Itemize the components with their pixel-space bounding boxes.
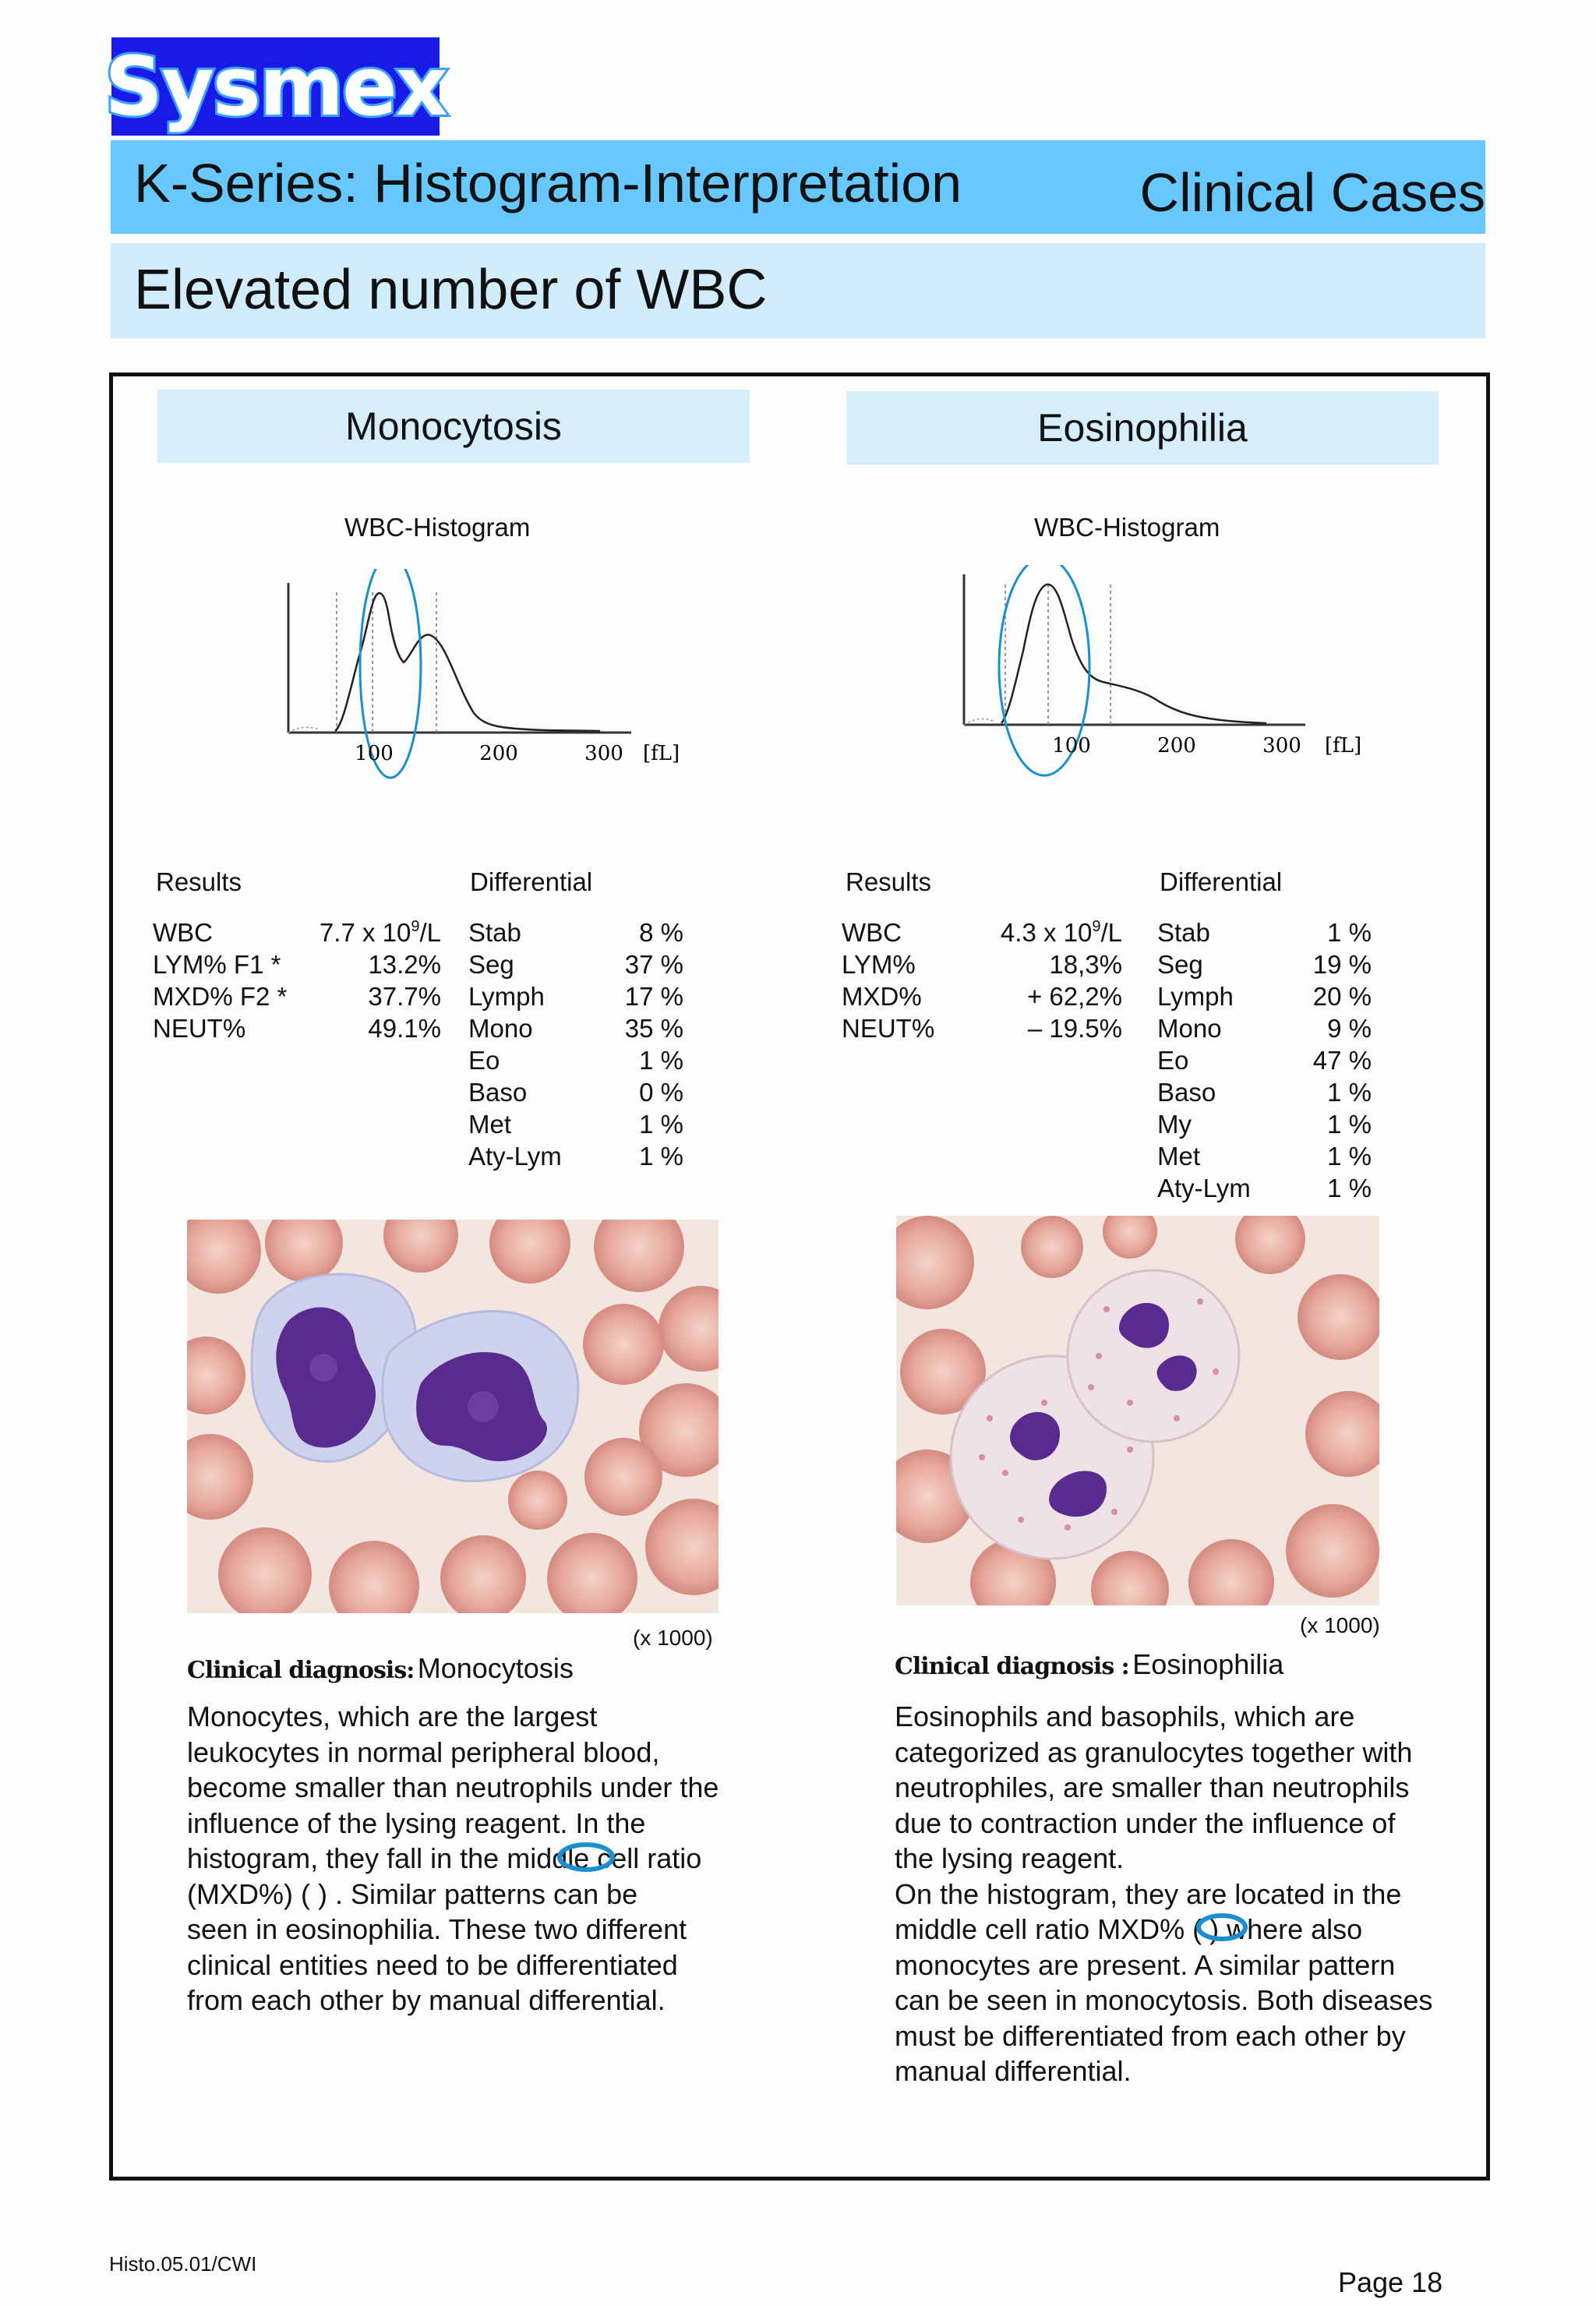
page-title: K-Series: Histogram-Interpretation — [134, 153, 962, 214]
table-row: Baso 1 % — [1157, 1078, 1372, 1107]
table-row: Met 1 % — [468, 1110, 683, 1139]
table-row: Eo 47 % — [1157, 1046, 1372, 1075]
subtitle-bar — [111, 243, 1485, 338]
title-bar — [111, 140, 1485, 234]
axis-tick: 300 — [1262, 734, 1301, 757]
results-table-right — [842, 916, 1122, 1044]
monocyte-micrograph — [187, 1220, 719, 1613]
text-line: Monocytes, which are the largest — [187, 1700, 598, 1732]
page-subtitle: Elevated number of WBC — [134, 259, 768, 321]
histogram-curve — [1001, 584, 1266, 723]
text-line: Eosinophils and basophils, which are — [895, 1700, 1355, 1732]
axis-tick: 100 — [1052, 734, 1091, 757]
text-line: monocytes are present. A similar pattern — [895, 1948, 1396, 1981]
table-row: Aty-Lym 1 % — [468, 1142, 683, 1171]
text-line: due to contraction under the influence of — [895, 1806, 1396, 1839]
table-row: WBC 4.3 x $10^9/L$ — [842, 918, 1122, 947]
wbc-histogram-left — [281, 569, 701, 795]
table-row: MXD% F2 * 37.7% — [153, 982, 441, 1011]
axis-unit: [fL] — [1325, 734, 1362, 757]
axis-tick: 100 — [355, 742, 394, 765]
mxd-circle-icon — [556, 1841, 616, 1873]
table-row: Lymph 17 % — [468, 982, 683, 1011]
page-number: Page 18 — [1338, 2266, 1443, 2298]
wbc-histogram-right — [955, 565, 1375, 791]
table-row: Mono 9 % — [1157, 1014, 1372, 1043]
results-label-right: Results — [846, 867, 932, 896]
differential-label-left: Differential — [470, 867, 593, 896]
histogram-curve — [335, 593, 600, 731]
text-line: On the histogram, they are located in the — [895, 1877, 1402, 1910]
histogram-axes — [964, 574, 1305, 725]
axis-tick: 200 — [1157, 734, 1196, 757]
section-label: Clinical Cases — [1139, 162, 1485, 223]
heading-monocytosis: Monocytosis — [157, 390, 750, 463]
table-row: Seg 19 % — [1157, 950, 1372, 979]
text-line: the lysing reagent. — [895, 1842, 1125, 1874]
description-left — [187, 1699, 779, 2018]
text-line: middle cell ratio MXD% ( ) where also — [895, 1913, 1363, 1945]
table-row: MXD% + 62,2% — [842, 982, 1122, 1011]
axis-tick: 200 — [479, 742, 518, 765]
table-row: Eo 1 % — [468, 1046, 683, 1075]
text-line: clinical entities need to be differentiated — [187, 1948, 678, 1981]
diagnosis-label: Clinical diagnosis: — [187, 1657, 415, 1684]
histogram-title-left: WBC-Histogram — [344, 513, 531, 542]
text-line: from each other by manual differential. — [187, 1984, 666, 2016]
table-row: NEUT% 49.1% — [153, 1014, 441, 1043]
text-line: (MXD%) ( ) . Similar patterns can be — [187, 1877, 638, 1910]
differential-label-right: Differential — [1160, 867, 1283, 896]
table-row: Mono 35 % — [468, 1014, 683, 1043]
text-line: neutrophiles, are smaller than neutrophils — [895, 1771, 1410, 1803]
diagnosis-label: Clinical diagnosis : — [895, 1653, 1129, 1680]
text-line: leukocytes in normal peripheral blood, — [187, 1736, 660, 1768]
text-line: seen in eosinophilia. These two different — [187, 1913, 687, 1945]
magnification-left: (x 1000) — [633, 1626, 713, 1650]
results-table-left — [153, 916, 441, 1044]
text-line: must be differentiated from each other by — [895, 2019, 1406, 2052]
document-id: Histo.05.01/CWI — [109, 2252, 257, 2276]
magnification-right: (x 1000) — [1300, 1613, 1380, 1637]
table-row: Stab 8 % — [468, 918, 683, 947]
eosinophil-micrograph — [896, 1216, 1379, 1605]
diagnosis-value: Monocytosis — [417, 1652, 574, 1684]
description-right — [895, 1699, 1487, 2089]
table-row: My 1 % — [1157, 1110, 1372, 1139]
histogram-title-right: WBC-Histogram — [1034, 513, 1220, 542]
differential-table-left — [468, 916, 683, 1172]
heading-eosinophilia: Eosinophilia — [846, 391, 1439, 464]
table-row: Baso 0 % — [468, 1078, 683, 1107]
table-row: NEUT% – 19.5% — [842, 1014, 1122, 1043]
diagnosis-value: Eosinophilia — [1132, 1648, 1284, 1680]
table-row: Stab 1 % — [1157, 918, 1372, 947]
table-row: Aty-Lym 1 % — [1157, 1174, 1372, 1202]
sysmex-logo — [104, 37, 447, 136]
mxd-circle-icon — [1195, 1911, 1249, 1944]
table-row: LYM% F1 * 13.2% — [153, 950, 441, 979]
text-line: histogram, they fall in the middle cell ratio — [187, 1842, 702, 1874]
table-row: Lymph 20 % — [1157, 982, 1372, 1011]
diagnosis-right — [895, 1648, 1284, 1680]
logo-text: Sysmex — [104, 39, 447, 134]
table-row: LYM% 18,3% — [842, 950, 1122, 979]
text-line: influence of the lysing reagent. In the — [187, 1806, 646, 1839]
text-line: become smaller than neutrophils under the — [187, 1771, 719, 1803]
axis-unit: [fL] — [643, 742, 680, 765]
histogram-markers — [1005, 584, 1110, 725]
table-row: WBC 7.7 x $10^9/L$ — [153, 918, 441, 947]
results-label-left: Results — [156, 867, 242, 896]
table-row: Seg 37 % — [468, 950, 683, 979]
text-line: can be seen in monocytosis. Both diseases — [895, 1984, 1433, 2016]
diagnosis-left — [187, 1654, 574, 1684]
histogram-axes — [288, 583, 631, 733]
differential-table-right — [1157, 916, 1372, 1204]
text-line: manual differential. — [895, 2055, 1132, 2087]
axis-tick: 300 — [584, 742, 623, 765]
table-row: Met 1 % — [1157, 1142, 1372, 1171]
text-line: categorized as granulocytes together with — [895, 1736, 1413, 1768]
